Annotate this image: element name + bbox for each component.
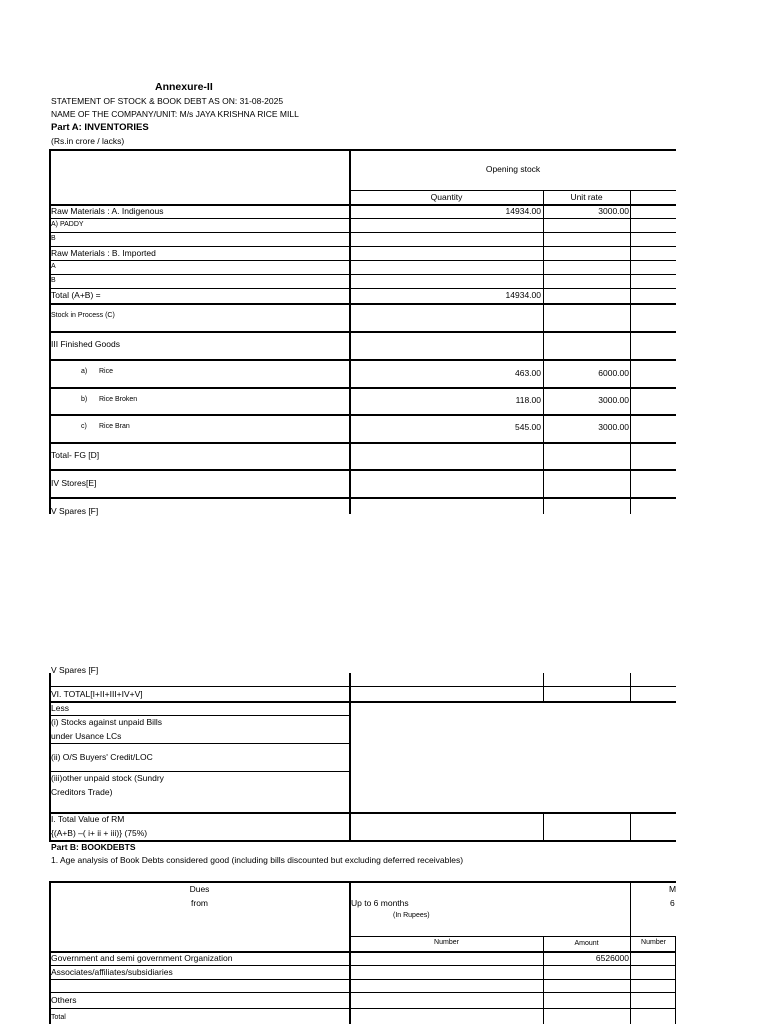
in-rupees-note: (In Rupees) — [393, 912, 430, 919]
row-broken-rate: 3000.00 — [598, 395, 629, 405]
row-spares-label-continued: V Spares [F] — [51, 665, 99, 675]
row-rice-rate: 6000.00 — [598, 368, 629, 378]
part-b-heading: Part B: BOOKDEBTS — [51, 842, 136, 852]
row-total-ab-label: Total (A+B) = — [51, 290, 101, 300]
row-bran-index: c) — [81, 423, 87, 430]
quantity-header: Quantity — [430, 192, 463, 202]
row-raw-indigenous-qty: 14934.00 — [505, 206, 541, 216]
row-broken-qty: 118.00 — [515, 395, 541, 405]
row-rice-index: a) — [81, 368, 88, 375]
row-paddy-label: A) PADDY — [51, 221, 84, 228]
row-other-unpaid-line2: Creditors Trade) — [51, 787, 113, 797]
row-a2-label: A — [51, 263, 56, 270]
row-spares-bottom-clip — [49, 665, 379, 679]
row-rice-label: Rice — [99, 368, 114, 375]
part-a-heading: Part A: INVENTORIES — [51, 122, 149, 133]
upto-6-months-header: Up to 6 months — [351, 898, 409, 908]
row-stores-label: IV Stores[E] — [51, 478, 97, 488]
row-others-label: Others — [51, 995, 77, 1005]
row-stock-in-process-label: Stock in Process (C) — [51, 312, 115, 319]
row-total-ab-qty: 14934.00 — [505, 290, 541, 300]
row-bran-rate: 3000.00 — [598, 422, 629, 432]
age-analysis-note: 1. Age analysis of Book Debts considered good (including bills discounted but excluding deferred receivables) — [51, 855, 464, 865]
amount-header: Amount — [574, 940, 599, 947]
row-total-fg-label: Total- FG [D] — [51, 450, 100, 460]
row-broken-label: Rice Broken — [99, 396, 138, 403]
row-b2-label: B — [51, 277, 56, 284]
row-buyers-credit-label: (ii) O/S Buyers' Credit/LOC — [51, 752, 153, 762]
page-title: Annexure-II — [155, 81, 213, 93]
unit-rate-header: Unit rate — [570, 192, 603, 202]
row-finished-goods-label: III Finished Goods — [51, 339, 120, 349]
row-unpaid-bills-line2: under Usance LCs — [51, 731, 122, 741]
row-total-rm-line2: {(A+B) –( i+ ii + iii)} (75%) — [51, 828, 148, 838]
row-govt-label: Government and semi government Organization — [51, 953, 233, 963]
row-rice-qty: 463.00 — [515, 368, 541, 378]
row-spares-label: V Spares [F] — [51, 506, 99, 516]
opening-stock-header: Opening stock — [485, 164, 541, 174]
row-total-vi-label: VI. TOTAL[I+II+III+IV+V] — [51, 689, 143, 699]
row-b1-label: B — [51, 235, 56, 242]
more-than-header-m: M — [669, 884, 677, 894]
more-than-header-6: 6 — [670, 898, 675, 908]
units-note: (Rs.in crore / lacks) — [51, 136, 125, 146]
row-spares-top-clip — [49, 504, 379, 514]
row-unpaid-bills-line1: (i) Stocks against unpaid Bills — [51, 717, 163, 727]
row-less-label: Less — [51, 703, 69, 713]
statement-date: STATEMENT OF STOCK & BOOK DEBT AS ON: 31-08-2025 — [51, 96, 284, 106]
row-govt-amount: 6526000 — [595, 953, 629, 963]
number-header: Number — [434, 939, 459, 946]
row-total-rm-line1: I. Total Value of RM — [51, 814, 125, 824]
row-associates-label: Associates/affiliates/subsidiaries — [51, 967, 173, 977]
row-other-unpaid-line1: (iii)other unpaid stock (Sundry — [51, 773, 164, 783]
row-bran-label: Rice Bran — [99, 423, 130, 430]
dues-header: Dues — [189, 884, 210, 894]
row-raw-imported-label: Raw Materials : B. Imported — [51, 248, 156, 258]
row-raw-indigenous-rate: 3000.00 — [598, 206, 629, 216]
row-raw-indigenous-label: Raw Materials : A. Indigenous — [51, 206, 164, 216]
row-total-label: Total — [51, 1014, 66, 1021]
company-name: NAME OF THE COMPANY/UNIT: M/s JAYA KRISHNA RICE MILL — [51, 109, 299, 119]
from-header: from — [191, 898, 208, 908]
row-bran-qty: 545.00 — [515, 422, 541, 432]
number-header-2: Number — [641, 939, 666, 946]
row-broken-index: b) — [81, 396, 88, 403]
